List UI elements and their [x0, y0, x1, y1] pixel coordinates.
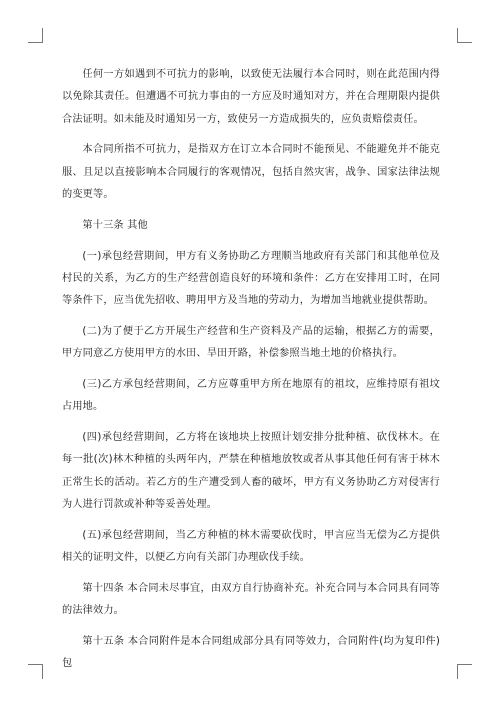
crop-mark-bottom-left [28, 664, 43, 679]
article-13-clause-5: (五)承包经营期间，当乙方种植的林木需要砍伐时，甲言应当无偿为乙方提供相关的证明文件，以便乙方向有关部门办理砍伐手续。 [62, 529, 440, 564]
article-13-clause-3: (三)乙方承包经营期间，乙方应尊重甲方所在地原有的祖坟，应维持原有祖坟占用地。 [62, 379, 440, 413]
article-13-clause-1: (一)承包经营期间，甲方有义务协助乙方理顺当地政府有关部门和其他单位及村民的关系，为乙方的生产经营创造良好的环境和条件：乙方在安排用工时，在同等条件下，应当优先招收、聘用甲方及当地的劳动力，为增加当地就业提供帮助。 [62, 250, 440, 307]
document-body [62, 64, 440, 684]
crop-mark-top-left [28, 28, 43, 43]
article-13-clause-4: (四)承包经营期间，乙方将在该地块上按照计划安排分批种植、砍伐林木。在每一批(次)林木种植的头两年内，严禁在种植地放牧或者从事其他任何有害于林木正常生长的活动。若乙方的生产遭受到人畜的破坏，甲方有义务协助乙方对侵害行为人进行罚款或补种等妥善处理。 [62, 432, 440, 511]
crop-mark-top-right [457, 28, 472, 43]
article-14: 第十四条 本合同未尽事宜，由双方自行协商补充。补充合同与本合同具有同等的法律效力。 [62, 582, 440, 617]
paragraph-force-majeure-definition: 本合同所指不可抗力，是指双方在订立本合同时不能预见、不能避免并不能克服、且足以直接影响本合同履行的客观情况，包括自然灾害，战争、国家法律法规的变更等。 [62, 144, 440, 200]
article-13-heading: 第十三条 其他 [82, 219, 148, 231]
paragraph-force-majeure-notice: 任何一方如遇到不可抗力的影响，以致使无法履行本合同时，则在此范围内得以免除其责任。但遭遇不可抗力事由的一方应及时通知对方，并在合理期限内提供合法证明。如未能及时通知另一方，致使另一方造成损失的，应负责赔偿责任。 [62, 69, 440, 125]
article-15: 第十五条 本合同附件是本合同组成部分具有同等效力，合同附件(均为复印件)包 [62, 636, 440, 670]
crop-mark-bottom-right [457, 664, 472, 679]
article-13-clause-2: (二)为了便于乙方开展生产经营和生产资料及产品的运输，根据乙方的需要，甲方同意乙方使用甲方的水田、旱田开路，补偿参照当地土地的价格执行。 [62, 325, 440, 360]
